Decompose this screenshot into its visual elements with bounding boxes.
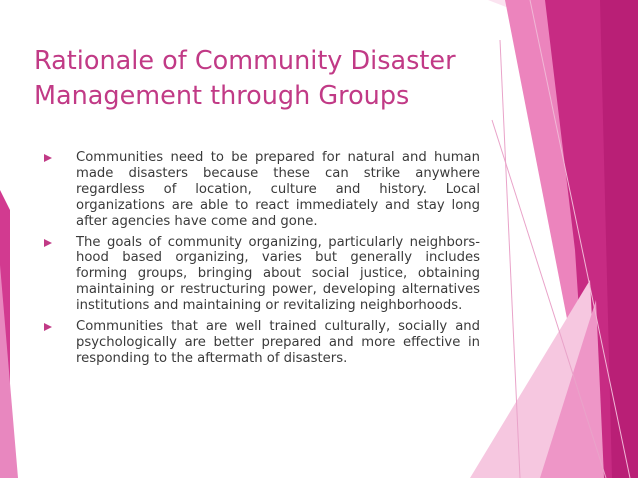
bullet-text-3: Communities that are well trained culturally, socially and psychologically are better prepared and more effective in responding to the aftermath of disasters. xyxy=(76,319,480,366)
bullet-arrow-icon xyxy=(44,154,52,162)
bullet-arrow-icon xyxy=(44,239,52,247)
slide-title-line-2: Management through Groups xyxy=(34,81,410,111)
slide-title xyxy=(34,44,464,114)
bullet-list xyxy=(44,150,480,372)
bullet-text-2: The goals of community organizing, particularly neighbors-hood based organizing, varies but generally includes forming groups, bringing about social justice, obtaining maintaining or restructuring power, developing alternatives institutions and maintaining or revitalizing neighborhoods. xyxy=(76,234,480,314)
bullet-item-1 xyxy=(44,150,480,230)
bullet-arrow-icon xyxy=(44,323,52,331)
bullet-text-1: Communities need to be prepared for natural and human made disasters because these can strike anywhere regardless of location, culture and history. Local organizations are able to react immediately and stay long after agencies have come and gone. xyxy=(76,150,480,229)
bullet-item-2 xyxy=(44,235,480,315)
slide-title-line-1: Rationale of Community Disaster xyxy=(34,46,456,76)
bullet-item-3 xyxy=(44,319,480,367)
